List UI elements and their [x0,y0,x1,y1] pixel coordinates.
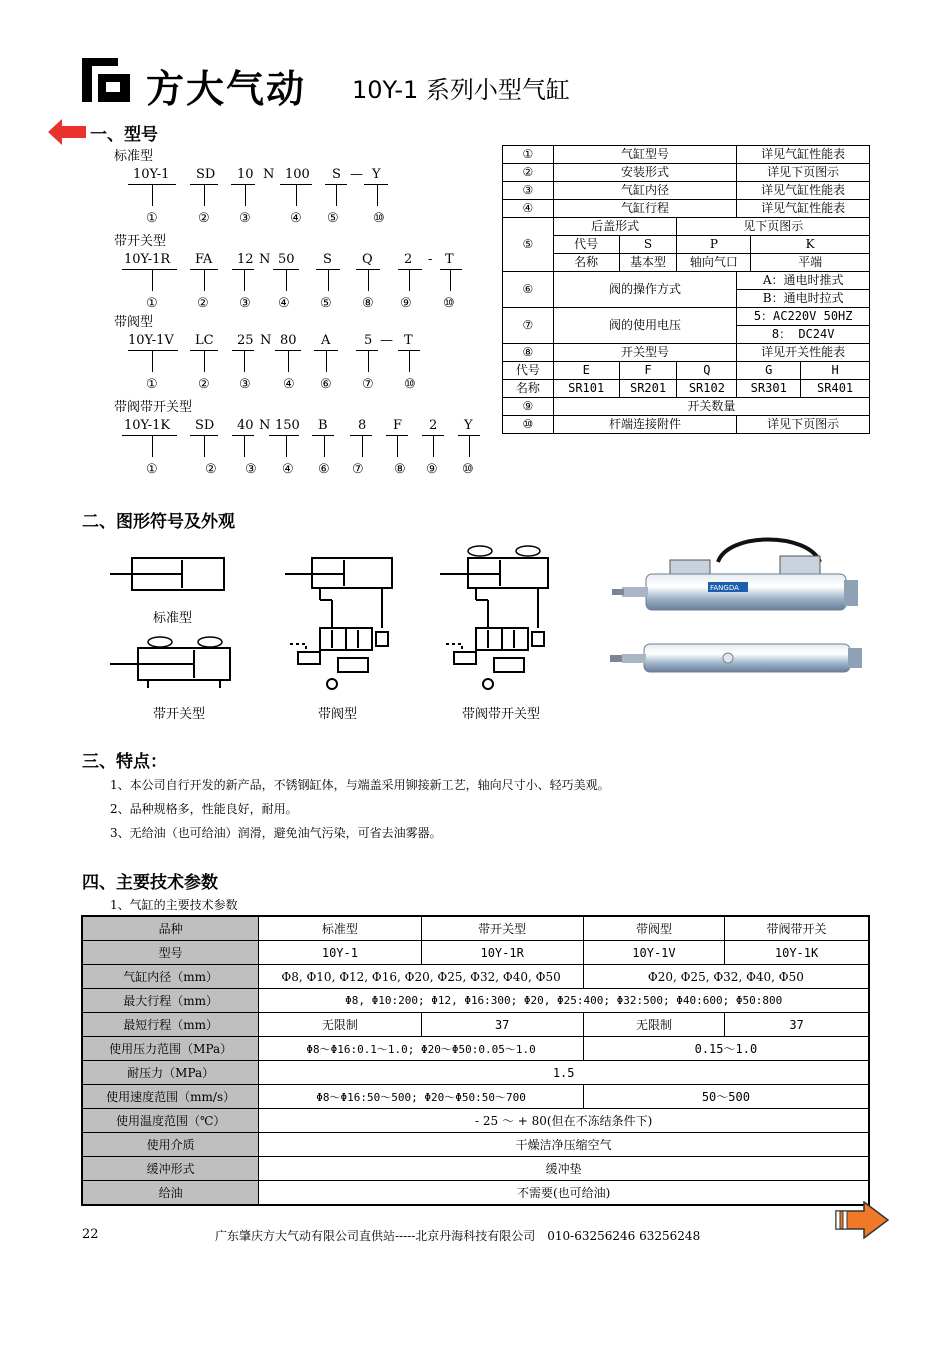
company-logo [82,58,130,102]
table-cell: 详见开关性能表 [737,344,870,362]
code-token: 10Y-1V [128,333,174,348]
table-cell: 安装形式 [553,164,737,182]
code-token: 100 [285,167,310,182]
table-cell: 带阀型 [583,916,724,941]
table-cell: 气缸内径（mm） [82,965,259,989]
table-cell: B：通电时拉式 [737,290,870,308]
table-cell: 10Y-1V [583,941,724,965]
cylinder-photo [608,532,870,692]
code-index: ③ [239,211,251,226]
brand-name: 方大气动 [146,67,307,111]
table-cell: 阀的使用电压 [553,308,737,344]
table-cell: 0.15～1.0 [583,1037,869,1061]
red-arrow-icon [48,119,86,149]
code-token: 10 [237,167,254,182]
table-cell: 50～500 [583,1085,869,1109]
section-features: 三、特点： [82,752,167,772]
code-token: 25 [237,333,254,348]
table-cell: 带阀带开关 [725,916,869,941]
code-index: ① [146,296,158,311]
table-cell: ⑦ [503,308,554,344]
table-cell: Φ8, Φ10:200; Φ12, Φ16:300; Φ20, Φ25:400; Φ32:500; Φ40:600; Φ50:800 [259,989,869,1013]
table-cell: 最短行程（mm） [82,1013,259,1037]
code-index: ⑤ [320,296,332,311]
table-cell: 使用温度范围（℃） [82,1109,259,1133]
table-cell: 最大行程（mm） [82,989,259,1013]
footer-text: 广东肇庆方大气动有限公司直供站-----北京丹海科技有限公司 010-63256246 63256248 [215,1229,701,1243]
code-token: N [260,333,272,348]
table-cell: SR101 [553,380,619,398]
table-cell: 无限制 [259,1013,421,1037]
table-cell: 品种 [82,916,259,941]
code-index: ① [146,462,158,477]
table-cell: ⑥ [503,272,554,308]
table-cell: Φ8～Φ16:0.1～1.0; Φ20～Φ50:0.05～1.0 [259,1037,583,1061]
standard-cylinder-symbol [110,558,224,590]
table-cell: 使用压力范围（MPa） [82,1037,259,1061]
code-index: ⑧ [362,296,374,311]
table-cell: 干燥洁净压缩空气 [259,1133,869,1157]
model-label: 带开关型 [114,234,167,249]
code-token: Q [362,252,373,267]
code-index: ⑨ [400,296,412,311]
code-index: ④ [278,296,290,311]
table-cell: 标准型 [259,916,421,941]
caption-switch: 带开关型 [153,707,206,722]
code-token: - [428,252,433,267]
table-cell: SR301 [737,380,801,398]
table-cell: 37 [725,1013,869,1037]
model-label: 标准型 [114,149,154,164]
table-cell: 不需要(也可给油) [259,1181,869,1206]
code-index: ② [197,296,209,311]
code-token: S [332,167,341,182]
code-index: ⑩ [443,296,455,311]
code-token: 150 [275,418,300,433]
table-cell: 气缸内径 [553,182,737,200]
code-token: N [259,418,271,433]
table-cell: ② [503,164,554,182]
code-index: ① [146,211,158,226]
page-number: 22 [82,1227,99,1242]
table-cell: 使用介质 [82,1133,259,1157]
section-params: 四、主要技术参数 [82,873,218,893]
table-cell: 详见下页图示 [737,164,870,182]
valve-cylinder-symbol [285,558,392,689]
section-model: 一、型号 [90,125,158,145]
code-index: ① [146,377,158,392]
table-cell: 耐压力（MPa） [82,1061,259,1085]
code-index: ⑩ [404,377,416,392]
code-token: SD [196,167,216,182]
switch-cylinder-symbol [110,637,230,688]
table-cell: Φ8, Φ10, Φ12, Φ16, Φ20, Φ25, Φ32, Φ40, Φ50 [259,965,583,989]
table-cell: P [677,236,751,254]
model-label: 带阀型 [114,315,154,330]
table-cell: SR201 [619,380,677,398]
table-cell: 见下页图示 [677,218,870,236]
code-index: ⑩ [462,462,474,477]
table-cell: 轴向气口 [677,254,751,272]
table-cell: 平端 [751,254,870,272]
table-cell: - 25 ～ + 80(但在不冻结条件下) [259,1109,869,1133]
valve-switch-cylinder-symbol [440,546,548,689]
table-cell: K [751,236,870,254]
table-cell: 带开关型 [421,916,583,941]
table-cell: 使用速度范围（mm/s） [82,1085,259,1109]
table-cell: Φ8～Φ16:50～500; Φ20～Φ50:50～700 [259,1085,583,1109]
table-cell: 缓冲垫 [259,1157,869,1181]
code-index: ⑨ [426,462,438,477]
table-cell: 名称 [503,380,554,398]
table-cell: 气缸行程 [553,200,737,218]
code-index: ② [198,211,210,226]
code-index: ② [205,462,217,477]
code-token: T [445,252,454,267]
table-cell: 1.5 [259,1061,869,1085]
code-index: ④ [283,377,295,392]
caption-valve: 带阀型 [318,707,358,722]
code-index: ⑥ [320,377,332,392]
params-table [81,915,870,1206]
code-token: 50 [278,252,295,267]
table-cell: G [737,362,801,380]
code-token: 10Y-1R [124,252,171,267]
code-token: 2 [429,418,438,433]
section-symbols: 二、图形符号及外观 [82,512,235,532]
page-title: 10Y-1 系列小型气缸 [352,76,570,104]
params-subtitle: 1、气缸的主要技术参数 [110,898,238,912]
table-cell: E [553,362,619,380]
code-index: ③ [239,377,251,392]
caption-standard: 标准型 [153,611,193,626]
table-cell: 缓冲形式 [82,1157,259,1181]
code-token: 12 [237,252,254,267]
feature-3: 3、无给油（也可给油）润滑，避免油气污染，可省去油雾器。 [110,826,442,840]
table-cell: 详见气缸性能表 [737,200,870,218]
table-cell: SR401 [801,380,870,398]
table-cell: 详见气缸性能表 [737,182,870,200]
next-page-arrow-icon[interactable] [834,1201,890,1243]
table-cell: ③ [503,182,554,200]
code-token: 10Y-1 [133,167,170,182]
model-label: 带阀带开关型 [114,400,193,415]
feature-2: 2、品种规格多，性能良好，耐用。 [110,802,298,816]
code-token: A [321,333,331,348]
code-token: — [380,333,393,348]
code-token: T [404,333,413,348]
table-cell: 37 [421,1013,583,1037]
table-cell: 阀的操作方式 [553,272,737,308]
table-cell: Q [677,362,737,380]
table-cell: 详见气缸性能表 [737,146,870,164]
code-token: LC [195,333,214,348]
code-token: — [350,167,363,182]
table-cell: 开关型号 [553,344,737,362]
table-cell: 5：AC220V 50HZ [737,308,870,326]
code-token: B [318,418,328,433]
table-cell: 10Y-1R [421,941,583,965]
code-token: SD [195,418,215,433]
code-index: ③ [245,462,257,477]
table-cell: ⑧ [503,344,554,362]
feature-1: 1、本公司自行开发的新产品，不锈钢缸体，与端盖采用铆接新工艺，轴向尺寸小、轻巧美观。 [110,778,610,792]
table-cell: Φ20, Φ25, Φ32, Φ40, Φ50 [583,965,869,989]
table-cell: ⑨ [503,398,554,416]
table-cell: 型号 [82,941,259,965]
code-token: 2 [404,252,413,267]
code-index: ② [198,377,210,392]
code-token: S [323,252,332,267]
caption-valve-switch: 带阀带开关型 [462,707,541,722]
code-index: ⑧ [394,462,406,477]
code-token: F [393,418,403,433]
cylinder-brand-label: FANGDA [710,584,739,592]
table-cell: ⑤ [503,218,554,272]
code-token: N [263,167,275,182]
table-cell: 名称 [553,254,619,272]
table-cell: ⑩ [503,416,554,434]
code-token: 8 [358,418,367,433]
code-token: N [259,252,271,267]
table-cell: 代号 [503,362,554,380]
table-cell: 后盖形式 [553,218,677,236]
table-cell: 基本型 [619,254,677,272]
table-cell: 开关数量 [553,398,869,416]
table-cell: SR102 [677,380,737,398]
table-cell: A：通电时推式 [737,272,870,290]
code-index: ④ [282,462,294,477]
table-cell: 气缸型号 [553,146,737,164]
code-index: ③ [239,296,251,311]
code-table [502,145,870,434]
table-cell: 10Y-1 [259,941,421,965]
code-index: ⑥ [318,462,330,477]
code-index: ⑦ [362,377,374,392]
table-cell: H [801,362,870,380]
table-cell: S [619,236,677,254]
code-token: Y [464,418,473,433]
table-cell: ④ [503,200,554,218]
code-token: Y [372,167,381,182]
code-index: ④ [290,211,302,226]
code-index: ⑤ [327,211,339,226]
code-index: ⑩ [373,211,385,226]
table-cell: 杆端连接附件 [553,416,737,434]
code-index: ⑦ [352,462,364,477]
code-token: FA [195,252,213,267]
code-token: 40 [237,418,254,433]
table-cell: 代号 [553,236,619,254]
code-token: 10Y-1K [124,418,171,433]
table-cell: 给油 [82,1181,259,1206]
code-token: 5 [364,333,373,348]
table-cell: F [619,362,677,380]
table-cell: 无限制 [583,1013,724,1037]
table-cell: ① [503,146,554,164]
table-cell: 10Y-1K [725,941,869,965]
code-token: 80 [280,333,297,348]
table-cell: 8： DC24V [737,326,870,344]
table-cell: 详见下页图示 [737,416,870,434]
